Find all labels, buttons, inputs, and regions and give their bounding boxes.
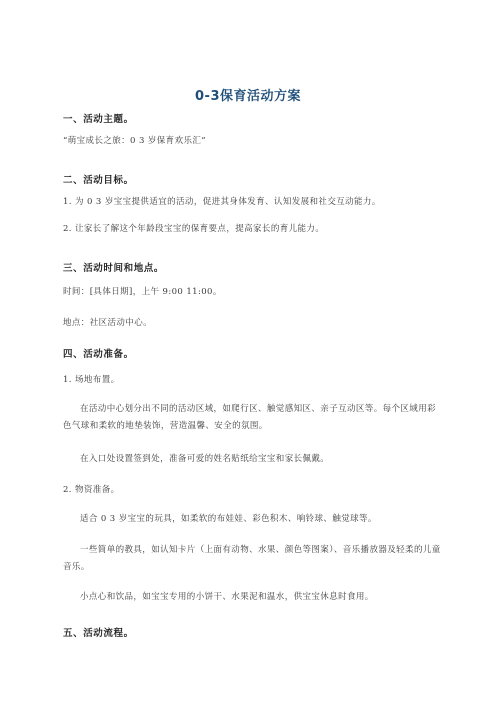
theme-text: “萌宝成长之旅：0 3 岁保育欢乐汇”	[63, 136, 207, 146]
venue-subheading: 1. 场地布置。	[63, 375, 120, 385]
venue-paragraph-2: 在入口处设置签到处，准备可爱的姓名贴纸给宝宝和家长佩戴。	[80, 454, 330, 464]
supplies-subheading: 2. 物资准备。	[63, 485, 120, 495]
section-heading-preparation: 四、活动准备。	[63, 349, 134, 360]
section-heading-process: 五、活动流程。	[63, 628, 134, 639]
document-title: 0-3保育活动方案	[195, 89, 301, 104]
supplies-paragraph-3: 小点心和饮品，如宝宝专用的小饼干、水果泥和温水，供宝宝休息时食用。	[80, 592, 374, 602]
place-text: 地点：社区活动中心。	[63, 318, 153, 328]
section-heading-theme: 一、活动主题。	[63, 114, 134, 125]
venue-paragraph-1: 在活动中心划分出不同的活动区域，如爬行区、触觉感知区、亲子互动区等。每个区域用彩色气球和柔软的地垫装饰，营造温馨、安全的氛围。	[63, 404, 437, 431]
goal-item-1: 1. 为 0 3 岁宝宝提供适宜的活动，促进其身体发育、认知发展和社交互动能力。	[63, 197, 381, 207]
time-text: 时间：[具体日期]，上午 9:00 11:00。	[63, 287, 222, 297]
section-heading-time-place: 三、活动时间和地点。	[63, 263, 165, 274]
supplies-paragraph-2: 一些简单的教具，如认知卡片（上面有动物、水果、颜色等图案）、音乐播放器及轻柔的儿童音乐。	[63, 545, 441, 572]
section-heading-goals: 二、活动目标。	[63, 175, 134, 186]
supplies-paragraph-1: 适合 0 3 岁宝宝的玩具，如柔软的布娃娃、彩色积木、响铃球、触觉球等。	[80, 514, 377, 524]
goal-item-2: 2. 让家长了解这个年龄段宝宝的保育要点，提高家长的育儿能力。	[63, 224, 325, 234]
